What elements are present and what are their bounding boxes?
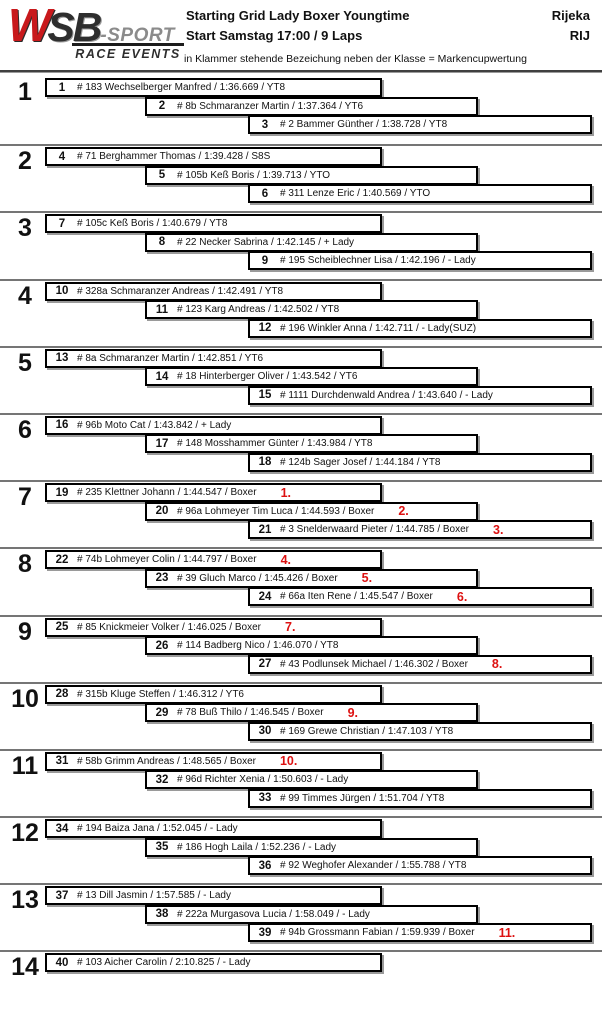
entry-number: 31 [55,755,69,768]
row-position-label: 5 [18,348,32,377]
wsb-sport-logo [8,2,180,61]
entry-text: # 3 Snelderwaard Pieter / 1:44.785 / Boxer [280,524,470,536]
logo-sport-text: -SPORT [100,25,175,46]
entry-text: # 105c Keß Boris / 1:40.679 / YT8 [77,218,228,230]
grid-row-9 [0,615,602,682]
grid-entry-box [145,905,478,924]
entry-text: # 194 Baiza Jana / 1:52.045 / - Lady [77,823,238,835]
grid-entry-box [45,483,382,502]
entry-cup-rank: 6. [456,589,468,604]
grid-row-5 [0,346,602,413]
entry-text: # 96d Richter Xenia / 1:50.603 / - Lady [177,774,349,786]
entry-number: 36 [258,859,272,872]
entry-number: 26 [155,639,169,652]
entry-cup-rank: 8. [491,657,503,671]
grid-entry-box [45,349,382,368]
markencup-note: in Klammer stehende Bezeichung neben der Klasse = Markencupwertung [184,53,527,65]
grid-entry-box [248,184,592,203]
entry-text: # 74b Lohmeyer Colin / 1:44.797 / Boxer [77,554,257,566]
grid-entry-box [45,685,382,704]
page-subtitle: Start Samstag 17:00 / 9 Laps [186,28,363,43]
grid-entry-box [45,214,382,233]
page-header [0,0,602,77]
entry-number: 6 [261,187,269,200]
grid-entry-box [248,386,592,405]
grid-row-2 [0,144,602,211]
row-position-label: 10 [11,684,39,713]
grid-entry-box [45,147,382,166]
entry-text: # 186 Hogh Laila / 1:52.236 / - Lady [177,841,337,853]
entry-number: 19 [55,486,69,499]
event-title-block [186,6,409,46]
grid-entry-box [45,416,382,435]
grid-entry-box [145,300,478,319]
location-block [552,6,590,46]
entry-text: # 124b Sager Josef / 1:44.184 / YT8 [280,456,441,468]
grid-entry-box [45,819,382,838]
row-position-label: 7 [18,483,32,512]
header-divider [0,70,602,73]
entry-text: # 2 Bammer Günther / 1:38.728 / YT8 [280,119,448,130]
entry-number: 11 [155,303,169,316]
entry-text: # 195 Scheiblechner Lisa / 1:42.196 / - Lady [280,255,476,267]
entry-text: # 222a Murgasova Lucia / 1:58.049 / - Lady [177,908,370,920]
entry-text: # 39 Gluch Marco / 1:45.426 / Boxer [177,572,338,584]
entry-text: # 13 Dill Jasmin / 1:57.585 / - Lady [77,890,231,902]
entry-text: # 169 Grewe Christian / 1:47.103 / YT8 [280,725,454,737]
grid-entry-box [145,367,478,386]
grid-entry-box [248,655,592,674]
grid-entry-box [45,752,382,771]
grid-entry-box [248,856,592,875]
entry-text: # 328a Schmaranzer Andreas / 1:42.491 / YT8 [77,285,284,297]
entry-number: 23 [155,572,169,585]
entry-text: # 123 Karg Andreas / 1:42.502 / YT8 [177,304,340,316]
entry-text: # 8b Schmaranzer Martin / 1:37.364 / YT6 [177,100,364,112]
grid-entry-box [248,789,592,808]
entry-text: # 78 Buß Thilo / 1:46.545 / Boxer [177,707,324,719]
entry-cup-rank: 2. [398,504,409,519]
entry-cup-rank: 10. [279,754,298,769]
entry-number: 14 [155,370,169,383]
grid-entry-box [145,434,478,453]
grid-row-12 [0,816,602,883]
location-name: Rijeka [551,8,590,23]
entry-text: # 85 Knickmeier Volker / 1:46.025 / Boxer [77,621,261,633]
grid-row-7 [0,480,602,547]
entry-number: 1 [58,81,66,94]
entry-text: # 71 Berghammer Thomas / 1:39.428 / S8S [77,151,271,163]
entry-number: 12 [258,322,272,335]
entry-text: # 105b Keß Boris / 1:39.713 / YTO [177,169,331,181]
row-position-label: 4 [18,281,32,310]
grid-entry-box [248,587,592,606]
entry-number: 38 [155,908,169,921]
grid-entry-box [145,97,478,116]
entry-text: # 94b Grossmann Fabian / 1:59.939 / Boxer [280,927,475,939]
entry-text: # 114 Badberg Nico / 1:46.070 / YT8 [177,640,339,651]
entry-number: 9 [261,254,269,267]
entry-cup-rank: 9. [347,705,359,720]
grid-row-3 [0,211,602,278]
entry-number: 24 [258,590,272,603]
entry-text: # 196 Winkler Anna / 1:42.711 / - Lady(SUZ) [280,322,477,334]
grid-entry-box [248,251,592,270]
entry-cup-rank: 3. [493,522,504,537]
entry-number: 2 [158,100,166,112]
entry-text: # 1111 Durchdenwald Andrea / 1:43.640 / - Lady [280,389,493,401]
grid-entry-box [45,886,382,905]
row-position-label: 3 [18,214,32,243]
grid-entry-box [145,233,478,252]
grid-entry-box [248,722,592,741]
page-title: Starting Grid Lady Boxer Youngtime [186,8,410,23]
grid-row-10 [0,682,602,749]
entry-number: 25 [55,621,69,633]
entry-text: # 96b Moto Cat / 1:43.842 / + Lady [77,419,232,431]
logo-letters-sb: SB [47,4,101,50]
grid-entry-box [248,520,592,539]
row-position-label: 13 [11,886,39,915]
entry-number: 4 [58,150,66,163]
entry-text: # 183 Wechselberger Manfred / 1:36.669 / YT8 [77,82,286,93]
grid-row-6 [0,413,602,480]
entry-cup-rank: 5. [361,571,373,586]
entry-number: 8 [158,236,166,249]
grid-entry-box [248,115,592,134]
row-position-label: 1 [18,78,32,106]
entry-number: 30 [258,725,272,738]
entry-text: # 8a Schmaranzer Martin / 1:42.851 / YT6 [77,352,264,364]
grid-row-1 [0,77,602,144]
grid-entry-box [145,636,478,655]
grid-entry-box [45,282,382,301]
grid-row-13 [0,883,602,950]
entry-cup-rank: 11. [498,925,516,940]
entry-number: 21 [258,523,272,536]
entry-number: 16 [55,419,69,432]
entry-number: 18 [258,456,272,469]
entry-number: 7 [58,217,66,230]
entry-number: 32 [155,773,169,786]
row-position-label: 9 [18,617,32,646]
grid-entry-box [145,838,478,857]
entry-number: 28 [55,688,69,701]
grid-entry-box [145,166,478,185]
entry-text: # 235 Klettner Johann / 1:44.547 / Boxer [77,487,257,499]
grid-entry-box [45,78,382,97]
row-position-label: 6 [18,415,32,444]
row-position-label: 11 [11,751,39,780]
logo-race-events-text: RACE EVENTS [72,43,184,61]
row-position-label: 12 [11,819,39,848]
row-position-label: 8 [18,550,32,579]
entry-cup-rank: 7. [285,620,296,634]
grid-row-14 [0,950,602,1017]
grid-row-11 [0,749,602,816]
entry-text: # 103 Aicher Carolin / 2:10.825 / - Lady [77,957,251,969]
location-code: RIJ [569,28,590,43]
entry-number: 35 [155,841,169,854]
grid-entry-box [45,550,382,569]
entry-text: # 66a Iten Rene / 1:45.547 / Boxer [280,591,433,603]
entry-text: # 148 Mosshammer Günter / 1:43.984 / YT8 [177,438,373,450]
entry-number: 34 [55,822,69,835]
entry-cup-rank: 4. [280,552,291,567]
entry-number: 22 [55,553,69,566]
grid-entry-box [248,319,592,338]
grid-row-4 [0,279,602,346]
entry-number: 37 [55,889,69,902]
entry-text: # 99 Timmes Jürgen / 1:51.704 / YT8 [280,792,445,804]
entry-number: 5 [158,169,166,182]
entry-number: 39 [258,926,272,939]
entry-number: 17 [155,437,169,450]
starting-grid [0,77,602,1018]
entry-number: 20 [155,505,169,518]
entry-number: 40 [55,956,69,969]
entry-text: # 58b Grimm Andreas / 1:48.565 / Boxer [77,755,256,767]
entry-number: 15 [258,389,272,402]
logo-wordmark [8,0,180,51]
row-position-label: 2 [18,147,32,176]
grid-entry-box [145,502,478,521]
grid-entry-box [145,569,478,588]
entry-number: 13 [55,352,69,365]
entry-number: 3 [261,118,269,131]
entry-number: 33 [258,792,272,805]
grid-entry-box [145,770,478,789]
logo-letter-w: W [8,0,48,51]
grid-row-8 [0,547,602,614]
entry-text: # 311 Lenze Eric / 1:40.569 / YTO [280,188,431,200]
entry-text: # 18 Hinterberger Oliver / 1:43.542 / YT6 [177,371,358,383]
grid-entry-box [45,618,382,637]
entry-number: 10 [55,285,69,298]
entry-text: # 96a Lohmeyer Tim Luca / 1:44.593 / Boxer [177,505,375,517]
row-position-label: 14 [11,953,39,982]
grid-entry-box [145,703,478,722]
entry-cup-rank: 1. [280,485,292,500]
entry-text: # 22 Necker Sabrina / 1:42.145 / + Lady [177,236,355,248]
grid-entry-box [248,453,592,472]
grid-entry-box [45,953,382,972]
grid-entry-box [248,923,592,942]
entry-number: 29 [155,706,169,719]
entry-number: 27 [258,658,272,670]
entry-text: # 92 Weghofer Alexander / 1:55.788 / YT8 [280,860,467,872]
entry-text: # 43 Podlunsek Michael / 1:46.302 / Boxer [280,658,468,670]
entry-text: # 315b Kluge Steffen / 1:46.312 / YT6 [77,688,244,700]
